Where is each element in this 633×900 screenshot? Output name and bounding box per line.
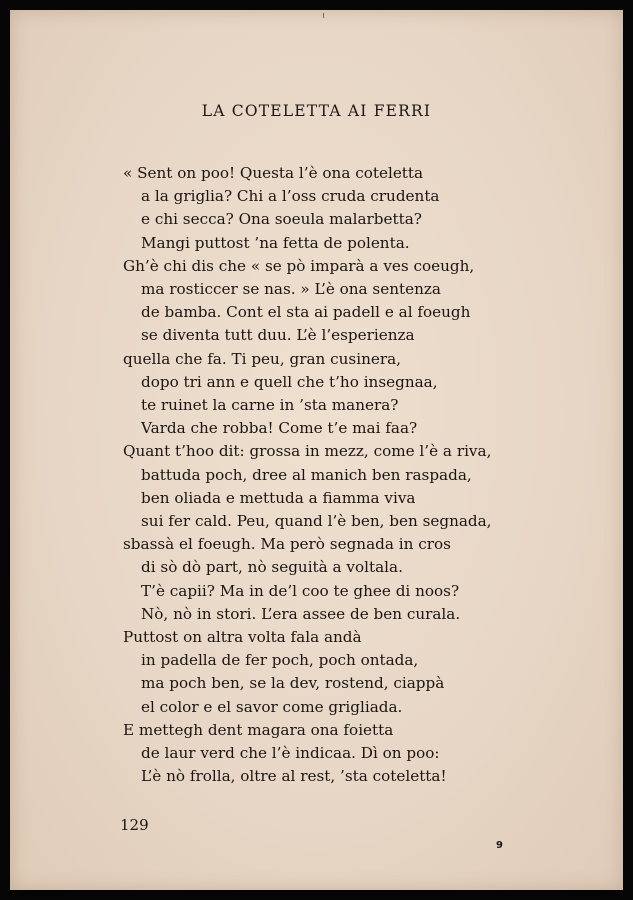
poem-line: in padella de fer poch, poch ontada,: [141, 651, 419, 670]
poem-line: ma poch ben, se la dev, rostend, ciappà: [141, 674, 445, 693]
poem-line: de bamba. Cont el sta ai padell e al foeugh: [141, 303, 471, 322]
poem-line: Quant t’hoo dit: grossa in mezz, come l’è a riva,: [123, 442, 492, 461]
poem-line: L’è nò frolla, oltre al rest, ’sta coteletta!: [141, 767, 447, 786]
poem-line: Puttost on altra volta fala andà: [123, 628, 362, 646]
poem-line: a la griglia? Chi a l’oss cruda crudenta: [141, 187, 440, 206]
poem-line: dopo tri ann e quell che t’ho insegnaa,: [141, 372, 438, 391]
poem-line: di sò dò part, nò seguità a voltala.: [141, 558, 403, 577]
poem-line: te ruinet la carne in ’sta manera?: [141, 396, 399, 414]
poem-line: Mangi puttost ’na fetta de polenta.: [141, 233, 410, 252]
poem-line: T’è capii? Ma in de’l coo te ghee di noos?: [141, 581, 460, 600]
poem-line: « Sent on poo! Questa l’è ona coteletta: [123, 164, 424, 182]
poem-title: LA COTELETTA AI FERRI: [201, 102, 432, 120]
scan-mark: [323, 13, 324, 18]
page-number: 129: [120, 816, 149, 834]
poem-line: E mettegh dent magara ona foietta: [123, 720, 394, 739]
poem-line: se diventa tutt duu. L’è l’esperienza: [141, 326, 415, 345]
poem-line: sbassà el foeugh. Ma però segnada in cros: [123, 535, 451, 554]
poem-line: Gh’è chi dis che « se pò imparà a ves coeugh,: [123, 256, 475, 275]
poem-line: de laur verd che l’è indicaa. Dì on poo:: [141, 744, 440, 762]
poem-line: ma rosticcer se nas. » L’è ona sentenza: [141, 280, 441, 298]
folio-mark: 9: [496, 840, 503, 851]
poem-line: Varda che robba! Come t’e mai faa?: [141, 419, 418, 438]
book-page: [10, 10, 623, 890]
poem-line: Nò, nò in stori. L’era assee de ben curala.: [141, 604, 461, 623]
poem-line: quella che fa. Ti peu, gran cusinera,: [123, 349, 401, 368]
poem-line: battuda poch, dree al manich ben raspada,: [141, 465, 472, 484]
poem-line: sui fer cald. Peu, quand l’è ben, ben segnada,: [141, 512, 492, 530]
poem-line: el color e el savor come grigliada.: [141, 697, 403, 716]
poem-line: e chi secca? Ona soeula malarbetta?: [141, 210, 422, 229]
poem-line: ben oliada e mettuda a fiamma viva: [141, 488, 416, 507]
